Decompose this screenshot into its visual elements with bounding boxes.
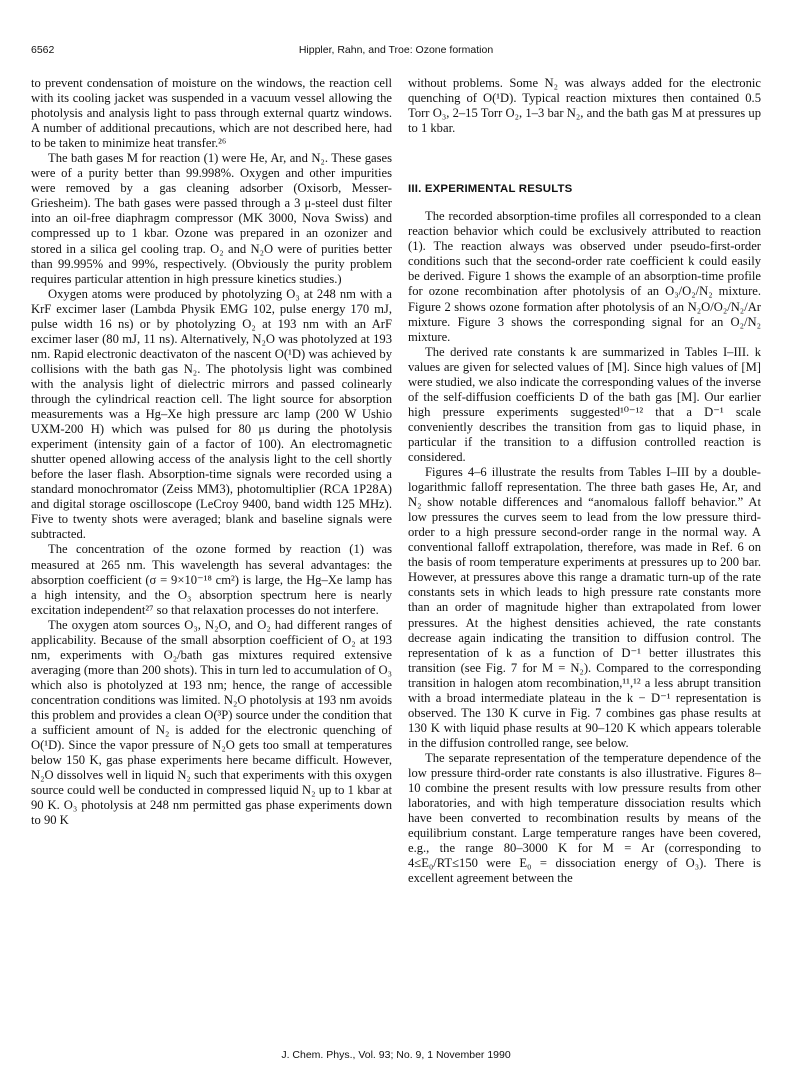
body-paragraph: The oxygen atom sources O₃, N₂O, and O₂ had different ranges of applicability. Because of the small absorption coefficient of O₂ at 193 nm, experiments with O₂/bath gas mixtures required extensive averaging (more than 200 shots). This in turn led to accumulation of O₃ which also is photolyzed at 193 nm; hence, the range of accessible concentration conditions was limited. N₂O photolysis at 193 nm avoids this problem and provides a clean O(³P) source under the condition that a sufficient amount of N₂ is added for the electronic quenching of O(¹D). Since the vapor pressure of N₂O gets too small at temperatures below 150 K, gas phase experiments here became difficult. However, N₂O dissolves well in liquid N₂ such that experiments with this oxygen source could well be conducted in compressed liquid N₂ up to 1 kbar at 90 K. O₃ photolysis at 248 nm permitted gas phase experiments down to 90 K (31, 617, 392, 828)
right-column (408, 76, 761, 886)
body-paragraph: The recorded absorption-time profiles all corresponded to a clean reaction behavior which could be exclusively attributed to reaction (1). The reaction always was observed under pseudo-first-order conditions such that the second-order rate coefficient k could easily be derived. Figure 1 shows the example of an absorption-time profile for ozone recombination after photolysis of an O₃/O₂/N₂ mixture. Figure 2 shows ozone formation after photolysis of an N₂O/O₂/N₂/Ar mixture. Figure 3 shows the corresponding signal for an O₂/N₂ mixture. (408, 209, 761, 344)
page-number: 6562 (31, 44, 55, 56)
section-heading: III. EXPERIMENTAL RESULTS (408, 183, 573, 196)
running-head: Hippler, Rahn, and Troe: Ozone formation (298, 44, 494, 56)
body-paragraph: to prevent condensation of moisture on the windows, the reaction cell with its cooling jacket was suspended in a vacuum vessel allowing the photolysis and analysis light to pass through external quartz windows. A number of additional precautions, which are not described here, had to be taken to minimize heat transfer.²⁶ (31, 76, 392, 151)
body-paragraph: Oxygen atoms were produced by photolyzing O₃ at 248 nm with a KrF excimer laser (Lambda Physik EMG 102, pulse energy 170 mJ, pulse width 16 ns) or by photolyzing O₂ at 193 nm with an ArF excimer laser (80 mJ, 11 ns). Alternatively, N₂O was photolyzed at 193 nm. Rapid electronic deactivaton of the nascent O(¹D) was achieved by collisions with the bath gas N₂. The photolysis light was combined with the analysis light of dielectric mirrors and passed colinearly through the cylindrical reaction cell. The light source for absorption measurements was a Hg–Xe high pressure arc lamp (200 W Ushio UXM-200 H) which was pulsed for 80 μs during the photolysis experiment (intensity gain of a factor of 100). An electromagnetic shutter opened allowing access of the analysis light to the cell shortly before the laser flash. Absorption-time signals were recorded using a standard monochromator (Zeiss MM3), photomultiplier (RCA 1P28A) and digital storage oscilloscope (LeCroy 9400, band width 125 MHz). Five to twenty shots were averaged; blank and baseline signals were subtracted. (31, 286, 392, 542)
journal-footer: J. Chem. Phys., Vol. 93; No. 9, 1 November 1990 (281, 1049, 511, 1061)
left-column (31, 76, 392, 828)
body-paragraph: The concentration of the ozone formed by reaction (1) was measured at 265 nm. This wavelength has several advantages: the absorption coefficient (σ = 9×10⁻¹⁸ cm²) is large, the Hg–Xe lamp has a high intensity, and the O₃ absorption spectrum here is nearly excitation independent²⁷ so that relaxation processes do not interfere. (31, 542, 392, 617)
body-paragraph: The separate representation of the temperature dependence of the low pressure third-order rate constants is also illustrative. Figures 8–10 combine the present results with low pressure results from other laboratories, and with high temperature dissociation results which have been converted to recombination results by means of the equilibrium constant. Large temperature ranges have been covered, e.g., the range 80–3000 K for M = Ar (corresponding to 4≤E₀/RT≤150 were E₀ = dissociation energy of O₃). There is excellent agreement between the (408, 750, 761, 886)
body-paragraph: Figures 4–6 illustrate the results from Tables I–III by a double-logarithmic falloff representation. The three bath gases He, Ar, and N₂ show notable differences and “anomalous falloff behavior.” At low pressures the curves seem to lead from the low pressure third-order to a high pressure second-order range in the normal way. A conventional falloff extrapolation, therefore, was made in Ref. 6 on the basis of room temperature experiments at pressures up to 200 bar. However, at pressures above this range a dramatic turn-up of the rate constants sets in which leads to high pressure rate constants more than an order of magnitude higher than extrapolated from lower pressures. At the highest densities achieved, the rate constants decrease again indicating the transition to diffusion control. The representation of k as a function of D⁻¹ better illustrates this transition (see Fig. 7 for M = N₂). Compared to the corresponding transition in halogen atom recombination,¹¹,¹² a less abrupt transition with a broad intermediate plateau in the k − D⁻¹ representation is observed. The 130 K curve in Fig. 7 combines gas phase results at 130 K with liquid phase results at 90–120 K which appears tolerable in the diffusion controlled range, see below. (408, 465, 761, 750)
page-header (31, 44, 761, 60)
body-paragraph: The bath gases M for reaction (1) were He, Ar, and N₂. These gases were of a purity better than 99.998%. Oxygen and other impurities were removed by a gas cleaning adsorber (Oxisorb, Messer-Griesheim). The bath gases were passed through a 3 μ-steel dust filter into an oil-free diaphragm compressor (MK 3000, Nova Swiss) and compressed up to 1 kbar. Ozone was prepared in an ozonizer and stored in a silica gel cooling trap. O₂ and N₂O were of purities better than 99.995% and 99%, respectively. (Obviously the purity problem requires particular attention in high pressure kinetics studies.) (31, 151, 392, 286)
body-paragraph: without problems. Some N₂ was always added for the electronic quenching of O(¹D). Typical reaction mixtures then contained 0.5 Torr O₃, 2–15 Torr O₂, 1–3 bar N₂, and the bath gas M at pressures up to 1 kbar. (408, 76, 761, 136)
body-paragraph: The derived rate constants k are summarized in Tables I–III. k values are given for selected values of [M]. Since high values of [M] were studied, we also indicate the corresponding values of the inverse of the self-diffusion coefficients D of the bath gas [M]. Our earlier high pressure experiments suggested¹⁰⁻¹² that a D⁻¹ scale conveniently describes the transition from gas to liquid phase, in particular if the transition to a diffusion controlled reaction is considered. (408, 344, 761, 464)
